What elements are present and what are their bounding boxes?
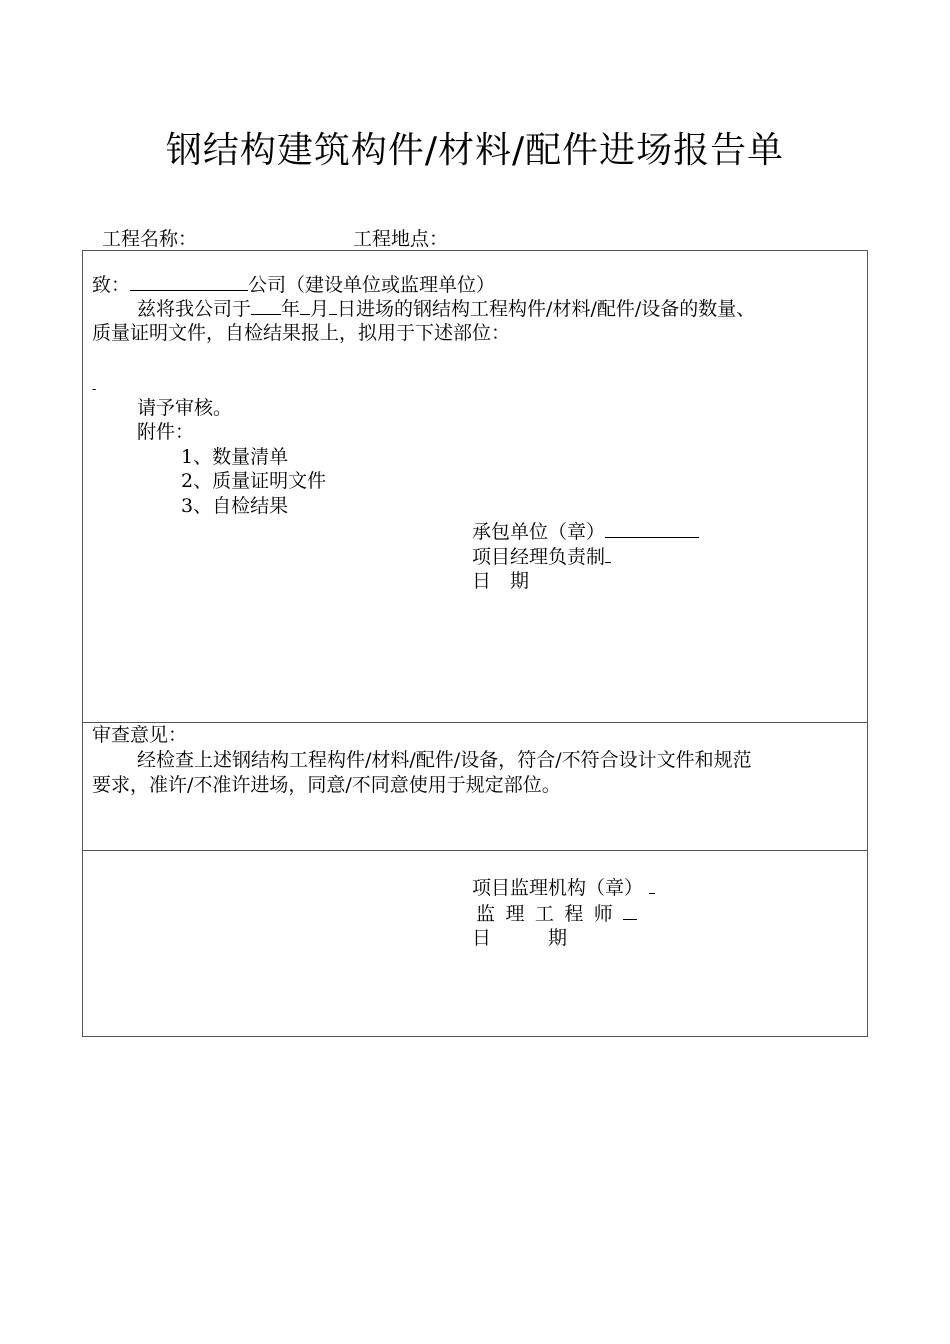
contractor-date-label: 日 期 bbox=[472, 570, 530, 592]
contractor-label: 承包单位（章） bbox=[472, 521, 606, 543]
project-location-label: 工程地点： bbox=[353, 228, 449, 250]
contractor-blank bbox=[605, 519, 699, 538]
recipient-line bbox=[92, 272, 495, 298]
recipient-prefix: 致： bbox=[92, 274, 131, 296]
page-title: 钢结构建筑构件/材料/配件进场报告单 bbox=[165, 130, 785, 171]
supervision-org-blank bbox=[649, 875, 655, 894]
year-blank bbox=[251, 296, 281, 315]
recipient-company-blank bbox=[130, 272, 248, 291]
month-label: 月 bbox=[310, 298, 330, 320]
engineer-label: 监理工程师 bbox=[476, 903, 624, 925]
submission-line-2: 质量证明文件，自检结果报上，拟用于下述部位： bbox=[92, 322, 511, 344]
engineer-line bbox=[476, 901, 637, 927]
submission-line bbox=[137, 296, 755, 322]
report-form-table bbox=[82, 250, 868, 1037]
review-request: 请予审核。 bbox=[137, 397, 233, 419]
supervision-org-line bbox=[472, 875, 655, 901]
supervision-org-label: 项目监理机构（章） bbox=[472, 877, 644, 899]
review-opinion-text-2: 要求，准许/不准许进场，同意/不同意使用于规定部位。 bbox=[92, 774, 561, 796]
month-blank bbox=[300, 296, 310, 315]
attachment-item: 3、自检结果 bbox=[181, 495, 289, 517]
year-label: 年 bbox=[281, 298, 301, 320]
attachments-label: 附件： bbox=[137, 421, 195, 443]
supervision-date-label: 日 期 bbox=[472, 927, 568, 949]
contractor-seal-line bbox=[472, 519, 699, 545]
review-opinion-label: 审查意见： bbox=[92, 724, 188, 746]
submission-text-2: 日进场的钢结构工程构件/材料/配件/设备的数量、 bbox=[337, 298, 756, 320]
stray-mark: - bbox=[92, 382, 97, 397]
engineer-blank bbox=[623, 901, 637, 920]
submission-text: 兹将我公司于 bbox=[137, 298, 252, 320]
manager-label: 项目经理负责制 bbox=[472, 546, 606, 568]
project-name-label: 工程名称： bbox=[102, 228, 198, 250]
review-opinion-text: 经检查上述钢结构工程构件/材料/配件/设备，符合/不符合设计文件和规范 bbox=[137, 749, 752, 771]
manager-blank bbox=[605, 544, 611, 563]
recipient-suffix: 公司（建设单位或监理单位） bbox=[248, 274, 496, 296]
day-blank bbox=[329, 296, 337, 315]
attachment-item: 1、数量清单 bbox=[181, 446, 289, 468]
manager-line bbox=[472, 544, 611, 570]
attachment-item: 2、质量证明文件 bbox=[181, 470, 327, 492]
row-divider bbox=[83, 850, 867, 851]
row-divider bbox=[83, 722, 867, 723]
